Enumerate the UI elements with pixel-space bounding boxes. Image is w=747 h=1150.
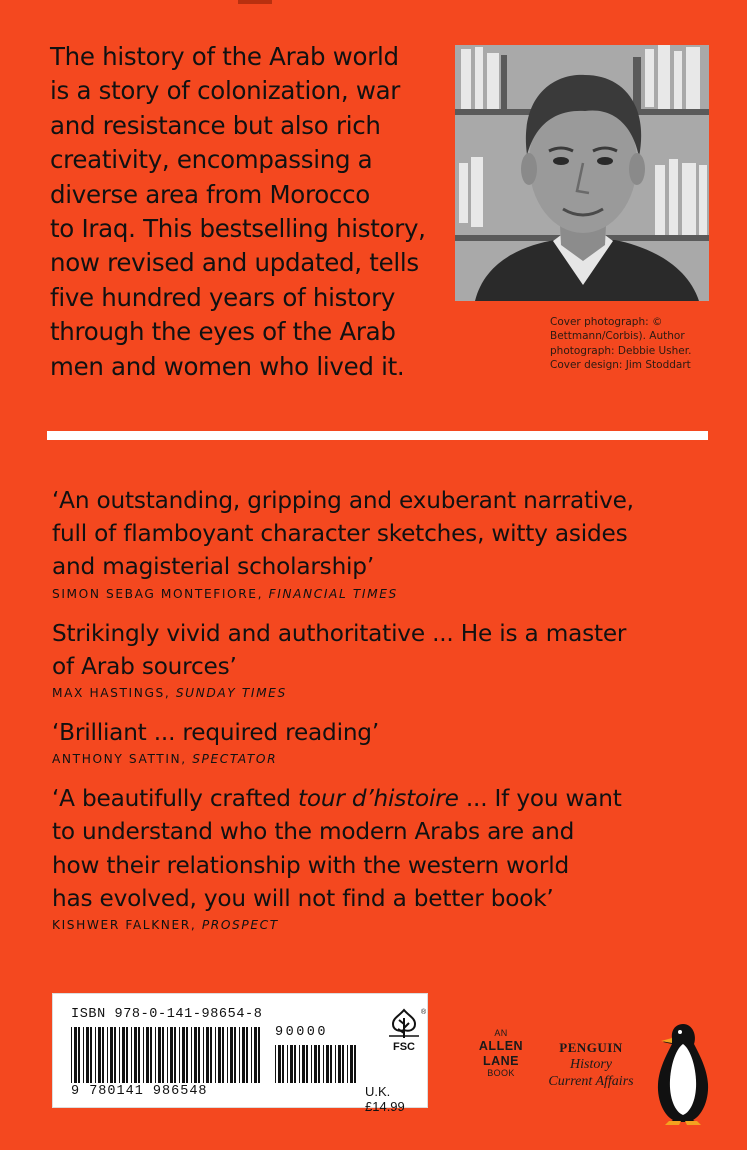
quote-author: SIMON SEBAG MONTEFIORE, xyxy=(52,586,264,601)
blurb-line: diverse area from Morocco xyxy=(50,179,370,209)
fsc-logo xyxy=(383,1006,425,1054)
photo-credits xyxy=(550,315,715,373)
quote-publication: SUNDAY TIMES xyxy=(175,686,287,701)
quote-2 xyxy=(52,617,707,700)
blurb-line: men and women who lived it. xyxy=(50,351,405,381)
barcode-bar xyxy=(143,1027,144,1083)
quote-publication: FINANCIAL TIMES xyxy=(268,586,398,601)
barcode-bar xyxy=(239,1027,240,1083)
barcode-bar xyxy=(138,1027,140,1083)
barcode-bar xyxy=(330,1045,332,1083)
review-quotes xyxy=(52,484,707,948)
barcode-bar xyxy=(191,1027,192,1083)
quote-fragment: ... If you want xyxy=(458,785,622,813)
barcode-bar xyxy=(246,1027,248,1083)
barcode-bar xyxy=(162,1027,164,1083)
blurb-line: now revised and updated, tells xyxy=(50,248,419,278)
quote-text xyxy=(52,484,707,584)
quote-attribution xyxy=(52,587,707,601)
category-history: History xyxy=(570,1057,612,1072)
quote-author: MAX HASTINGS, xyxy=(52,686,171,701)
credit-line: Cover photograph: © xyxy=(550,316,663,328)
barcode-bar xyxy=(314,1045,317,1083)
quote-attribution xyxy=(52,752,707,766)
quote-line: to understand who the modern Arabs are and xyxy=(52,818,575,846)
barcode-bar xyxy=(186,1027,188,1083)
barcode-bar xyxy=(203,1027,204,1083)
barcode-bar xyxy=(83,1027,84,1083)
barcode-bar xyxy=(294,1045,296,1083)
quote-author: ANTHONY SATTIN, xyxy=(52,752,187,767)
barcode-bar xyxy=(222,1027,224,1083)
barcode-bar xyxy=(306,1045,308,1083)
barcode-bar xyxy=(170,1027,173,1083)
barcode-bar xyxy=(290,1045,293,1083)
blurb-line: creativity, encompassing a xyxy=(50,145,373,175)
barcode-bar xyxy=(326,1045,329,1083)
barcode-bar xyxy=(282,1045,284,1083)
barcode-bar xyxy=(71,1027,72,1083)
barcode-bar xyxy=(194,1027,197,1083)
category-current-affairs: Current Affairs xyxy=(548,1074,634,1089)
quote-text xyxy=(52,716,707,749)
barcode-bar xyxy=(350,1045,353,1083)
top-edge-mark xyxy=(238,0,272,4)
quote-fragment: ‘A beautifully crafted xyxy=(52,785,298,813)
barcode-bar xyxy=(107,1027,108,1083)
credit-line: photograph: Debbie Usher. xyxy=(550,344,692,357)
barcode-bar xyxy=(179,1027,180,1083)
quote-line: Strikingly vivid and authoritative ... He is a master xyxy=(52,619,627,647)
quote-3 xyxy=(52,716,707,766)
barcode-bar xyxy=(230,1027,233,1083)
barcode-bar xyxy=(311,1045,312,1083)
barcode-bar xyxy=(338,1045,341,1083)
barcode-bar xyxy=(354,1045,356,1083)
barcode-bar xyxy=(323,1045,324,1083)
quote-4 xyxy=(52,782,707,932)
addon-digits: 90000 xyxy=(275,1025,329,1040)
barcode-bar xyxy=(74,1027,77,1083)
blurb-line: five hundred years of history xyxy=(50,282,396,312)
fsc-registered-mark: ® xyxy=(421,1009,427,1016)
quote-line: full of flamboyant character sketches, witty asides xyxy=(52,520,628,548)
barcode-bar xyxy=(218,1027,221,1083)
barcode-bar xyxy=(158,1027,161,1083)
blurb xyxy=(50,40,450,384)
barcode-bar xyxy=(131,1027,132,1083)
quote-1 xyxy=(52,484,707,601)
barcode-bar xyxy=(206,1027,209,1083)
blurb-line: and resistance but also rich xyxy=(50,110,381,140)
quote-line: how their relationship with the western world xyxy=(52,851,569,879)
barcode-bar xyxy=(182,1027,185,1083)
fsc-label: FSC xyxy=(393,1041,415,1053)
barcode-bar xyxy=(198,1027,200,1083)
barcode-bar xyxy=(287,1045,288,1083)
barcode-bar xyxy=(275,1045,276,1083)
barcode-bar xyxy=(251,1027,252,1083)
ean-digits: 9 780141 986548 xyxy=(71,1084,208,1099)
barcode-bar xyxy=(242,1027,245,1083)
barcode-bar xyxy=(78,1027,80,1083)
barcode-bar xyxy=(347,1045,348,1083)
barcode-bar xyxy=(134,1027,137,1083)
barcode-bar xyxy=(95,1027,96,1083)
allen-an: AN xyxy=(494,1028,508,1038)
barcode-bar xyxy=(254,1027,257,1083)
barcode-bar xyxy=(119,1027,120,1083)
quote-attribution xyxy=(52,686,707,700)
barcode-bar xyxy=(318,1045,320,1083)
barcode-bar xyxy=(126,1027,128,1083)
barcode-bar xyxy=(167,1027,168,1083)
penguin-wordmark: PENGUIN xyxy=(559,1040,623,1055)
blurb-line: is a story of colonization, war xyxy=(50,76,401,106)
quote-text xyxy=(52,617,707,683)
allen-line1: ALLEN xyxy=(478,1039,524,1053)
quote-line: of Arab sources’ xyxy=(52,652,237,680)
barcode-bar xyxy=(98,1027,101,1083)
barcode-bar xyxy=(210,1027,212,1083)
quote-text xyxy=(52,782,707,915)
barcode-bar xyxy=(122,1027,125,1083)
blurb-line: The history of the Arab world xyxy=(50,42,399,71)
barcode-bar xyxy=(90,1027,92,1083)
fsc-tree-icon xyxy=(383,1006,425,1054)
blurb-line: to Iraq. This bestselling history, xyxy=(50,214,426,244)
barcode-bar xyxy=(102,1027,104,1083)
quote-italic-fragment: tour d’histoire xyxy=(297,785,459,813)
credit-line: Bettmann/Corbis). Author xyxy=(550,330,685,343)
barcode-bar xyxy=(146,1027,149,1083)
price: U.K. £14.99 xyxy=(365,1084,405,1114)
barcode-bar xyxy=(342,1045,344,1083)
barcode-bar xyxy=(278,1045,281,1083)
barcode-bar xyxy=(110,1027,113,1083)
barcode-bar xyxy=(227,1027,228,1083)
divider-rule xyxy=(47,431,708,440)
penguin-imprint xyxy=(536,1040,646,1090)
allen-lane-logo xyxy=(476,1028,526,1079)
author-photo xyxy=(455,45,709,301)
quote-publication: PROSPECT xyxy=(201,918,279,933)
penguin-logo-icon xyxy=(655,1022,711,1126)
quote-line xyxy=(52,782,707,815)
isbn-text: ISBN 978-0-141-98654-8 xyxy=(71,1007,263,1022)
quote-publication: SPECTATOR xyxy=(192,752,278,767)
barcode-bar xyxy=(155,1027,156,1083)
addon-barcode xyxy=(275,1045,359,1083)
ean-barcode xyxy=(71,1027,261,1083)
barcode-bar xyxy=(234,1027,236,1083)
barcode-bar xyxy=(86,1027,89,1083)
author-portrait-illustration xyxy=(455,45,709,301)
quote-line: and magisterial scholarship’ xyxy=(52,553,374,581)
barcode-bar xyxy=(335,1045,336,1083)
barcode-bar xyxy=(174,1027,176,1083)
barcode-bar xyxy=(114,1027,116,1083)
barcode-bar xyxy=(258,1027,260,1083)
quote-author: KISHWER FALKNER, xyxy=(52,918,197,933)
allen-book: BOOK xyxy=(487,1068,515,1078)
allen-line2: LANE xyxy=(482,1053,520,1068)
quote-line: has evolved, you will not find a better book’ xyxy=(52,884,554,912)
barcode-bar xyxy=(302,1045,305,1083)
credit-line: Cover design: Jim Stoddart xyxy=(550,359,691,372)
quote-line: ‘An outstanding, gripping and exuberant narrative, xyxy=(52,487,634,514)
barcode-bar xyxy=(150,1027,152,1083)
barcode-panel xyxy=(52,993,428,1114)
blurb-line: through the eyes of the Arab xyxy=(50,317,396,347)
quote-line: ‘Brilliant ... required reading’ xyxy=(52,719,379,747)
barcode-bar xyxy=(215,1027,216,1083)
barcode-bar xyxy=(299,1045,300,1083)
quote-attribution xyxy=(52,918,707,932)
